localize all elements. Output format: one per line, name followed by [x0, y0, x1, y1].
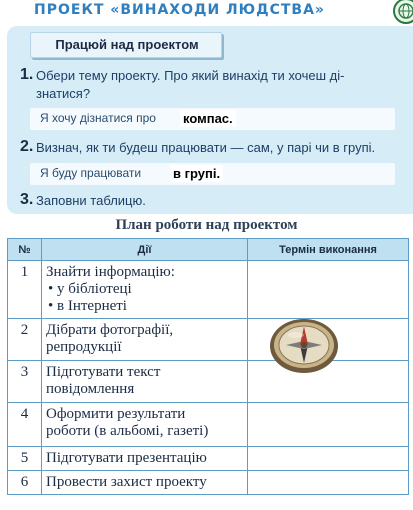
action-line: Підготувати презентацію — [46, 450, 207, 466]
answer-field-2[interactable] — [30, 163, 395, 185]
row-action — [42, 447, 248, 471]
table-row — [8, 471, 409, 495]
action-line: повідомлення — [46, 381, 135, 397]
answer-prefix: Я хочу дізнатися про — [40, 111, 156, 125]
column-header-actions: Дії — [42, 239, 248, 261]
row-number: 5 — [8, 447, 42, 471]
answer-value[interactable]: в групі. — [170, 165, 223, 182]
row-action — [42, 319, 248, 361]
task-text — [36, 139, 375, 157]
table-row — [8, 261, 409, 319]
task-line: Обери тему проекту. Про який винахід ти хочеш ді- — [36, 68, 345, 83]
task-line: Заповни таблицю. — [36, 193, 146, 208]
row-action — [42, 361, 248, 403]
row-number: 2 — [8, 319, 42, 361]
table-title: План роботи над проектом — [115, 217, 298, 233]
row-number: 1 — [8, 261, 42, 319]
answer-field-1[interactable] — [30, 108, 395, 130]
row-action — [42, 403, 248, 447]
column-header-number: № — [8, 239, 42, 261]
task-3 — [20, 191, 410, 211]
row-deadline[interactable] — [248, 447, 409, 471]
action-line: Оформити результати — [46, 406, 186, 422]
action-line: • в Інтернеті — [48, 298, 127, 314]
row-deadline[interactable] — [248, 471, 409, 495]
task-number: 3. — [20, 191, 34, 208]
plan-table — [7, 238, 409, 495]
action-line: роботи (в альбомі, газеті) — [46, 423, 209, 439]
action-line: Дібрати фотографії, — [46, 322, 174, 338]
row-number: 3 — [8, 361, 42, 403]
table-row — [8, 447, 409, 471]
task-1 — [20, 66, 410, 106]
compass-image — [268, 315, 340, 375]
section-header — [30, 32, 222, 58]
task-number: 2. — [20, 138, 34, 155]
task-line: Визнач, як ти будеш працювати — сам, у парі чи в групі. — [36, 140, 376, 155]
table-row — [8, 361, 409, 403]
row-deadline[interactable] — [248, 261, 409, 319]
row-deadline[interactable] — [248, 403, 409, 447]
task-2 — [20, 138, 410, 158]
column-header-deadline: Термін виконання — [248, 239, 409, 261]
table-row — [8, 319, 409, 361]
answer-value[interactable]: компас. — [180, 110, 236, 127]
row-number: 4 — [8, 403, 42, 447]
task-text — [36, 67, 344, 103]
action-line: репродукції — [46, 339, 122, 355]
action-line: • у бібліотеці — [48, 281, 132, 297]
action-line: Знайти інформацію: — [46, 264, 175, 280]
task-text — [36, 192, 146, 210]
page-title: ПРОЕКТ «ВИНАХОДИ ЛЮДСТВА» — [34, 2, 325, 18]
task-number: 1. — [20, 66, 34, 83]
table-row — [8, 403, 409, 447]
section-title: Працюй над проектом — [55, 37, 199, 52]
table-header-row — [8, 239, 409, 261]
task-line: знатися? — [36, 86, 91, 101]
row-number: 6 — [8, 471, 42, 495]
row-action — [42, 261, 248, 319]
answer-prefix: Я буду працювати — [40, 166, 142, 180]
action-line: Підготувати текст — [46, 364, 161, 380]
action-line: Провести захист проекту — [46, 474, 207, 490]
row-action — [42, 471, 248, 495]
globe-icon — [393, 0, 413, 24]
